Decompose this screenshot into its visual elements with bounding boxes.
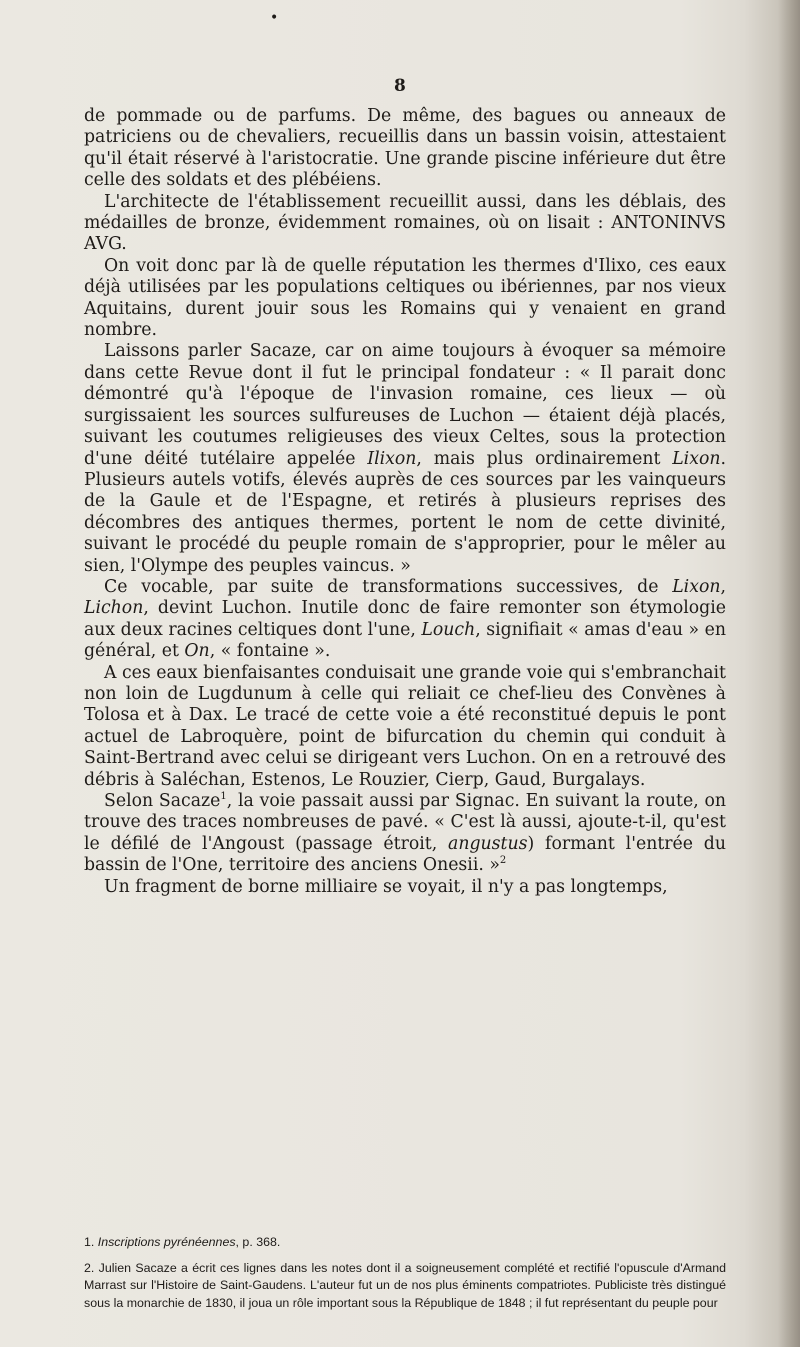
italic-term: angustus (448, 833, 528, 854)
italic-term: Lixon (672, 576, 721, 597)
italic-term: Ilixon (367, 448, 417, 469)
italic-term: Louch (421, 619, 476, 640)
paragraph: Un fragment de borne milliaire se voyait, il n'y a pas longtemps, (104, 876, 668, 897)
footnote: 1. Inscriptions pyrénéennes, p. 368. (84, 1235, 281, 1249)
footnote: 2. Julien Sacaze a écrit ces lignes dans les notes dont il a soigneusement complété et rectifié l'opuscule d'Armand Marrast sur l'Histoire de Saint-Gaudens. L'auteur fut un de nos plus éminents compatriotes. Publiciste très distingué sous la monarchie de 1830, il joua un rôle important sous la République de 1848 ; il fut représentant du peuple pour (84, 1260, 726, 1310)
footnotes (84, 1234, 726, 1312)
footnote-title: Inscriptions pyrénéennes (97, 1235, 236, 1249)
top-mark: • (270, 10, 279, 26)
body-text (84, 106, 726, 898)
italic-term: Lixon (672, 448, 721, 469)
paragraph: Ce vocable, par suite de transformations successives, de Lixon, Lichon, devint Luchon. Inutile donc de faire remonter son étymologie aux deux racines celtiques dont l'une, Louch, signifiait « amas d'eau » en général, et On, « fontaine ». (84, 576, 726, 662)
footnote-ref: 1 (220, 791, 227, 803)
paragraph: A ces eaux bienfaisantes conduisait une grande voie qui s'embranchait non loin de Lugdunum à celle qui reliait ce chef-lieu des Convènes à Tolosa et à Dax. Le tracé de cette voie a été reconstitué depuis le pont actuel de Labroquère, point de bifurcation du chemin qui conduit à Saint-Bertrand avec celui se dirigeant vers Luchon. On en a retrouvé des débris à Saléchan, Estenos, Le Rouzier, Cierp, Gaud, Burgalays. (84, 662, 726, 790)
paragraph: de pommade ou de parfums. De même, des bagues ou anneaux de patriciens ou de chevaliers, recueillis dans un bassin voisin, attestaient qu'il était réservé à l'aristocratie. Une grande piscine inférieure dut être celle des soldats et des plébéiens. (84, 106, 726, 191)
paragraph: On voit donc par là de quelle réputation les thermes d'Ilixo, ces eaux déjà utilisées par les populations celtiques ou ibériennes, par nos vieux Aquitains, durent jouir sous les Romains qui y venaient en grand nombre. (84, 255, 726, 341)
paragraph: Laissons parler Sacaze, car on aime toujours à évoquer sa mémoire dans cette Revue dont il fut le principal fondateur : « Il parait donc démontré qu'à l'époque de l'invasion romaine, ces lieux — où surgissaient les sources sulfureuses de Luchon — étaient déjà placés, suivant les coutumes religieuses des vieux Celtes, sous la protection d'une déité tutélaire appelée Ilixon, mais plus ordinairement Lixon. Plusieurs autels votifs, élevés auprès de ces sources par les vainqueurs de la Gaule et de l'Espagne, et retirés à plusieurs reprises des décombres des antiques thermes, portent le nom de cette divinité, suivant le procédé du peuple romain de s'approprier, pour le mêler au sien, l'Olympe des peuples vaincus. » (84, 341, 726, 576)
page-number: 8 (394, 76, 406, 96)
paragraph: Selon Sacaze$^1$, la voie passait aussi par Signac. En suivant la route, on trouve des traces nombreuses de pavé. « C'est là aussi, ajoute-t-il, qu'est le défilé de l'Angoust (passage étroit, angustus) formant l'entrée du bassin de l'One, territoire des anciens Onesii. »$^2$ (84, 791, 726, 876)
page-edge-shadow (778, 0, 800, 1347)
italic-term: Lichon (84, 598, 144, 619)
footnote-ref: 2 (499, 855, 507, 867)
italic-term: On (184, 641, 210, 662)
paragraph: L'architecte de l'établissement recueillit aussi, dans les déblais, des médailles de bronze, évidemment romaines, où on lisait : ANTONINVS AVG. (84, 191, 726, 255)
